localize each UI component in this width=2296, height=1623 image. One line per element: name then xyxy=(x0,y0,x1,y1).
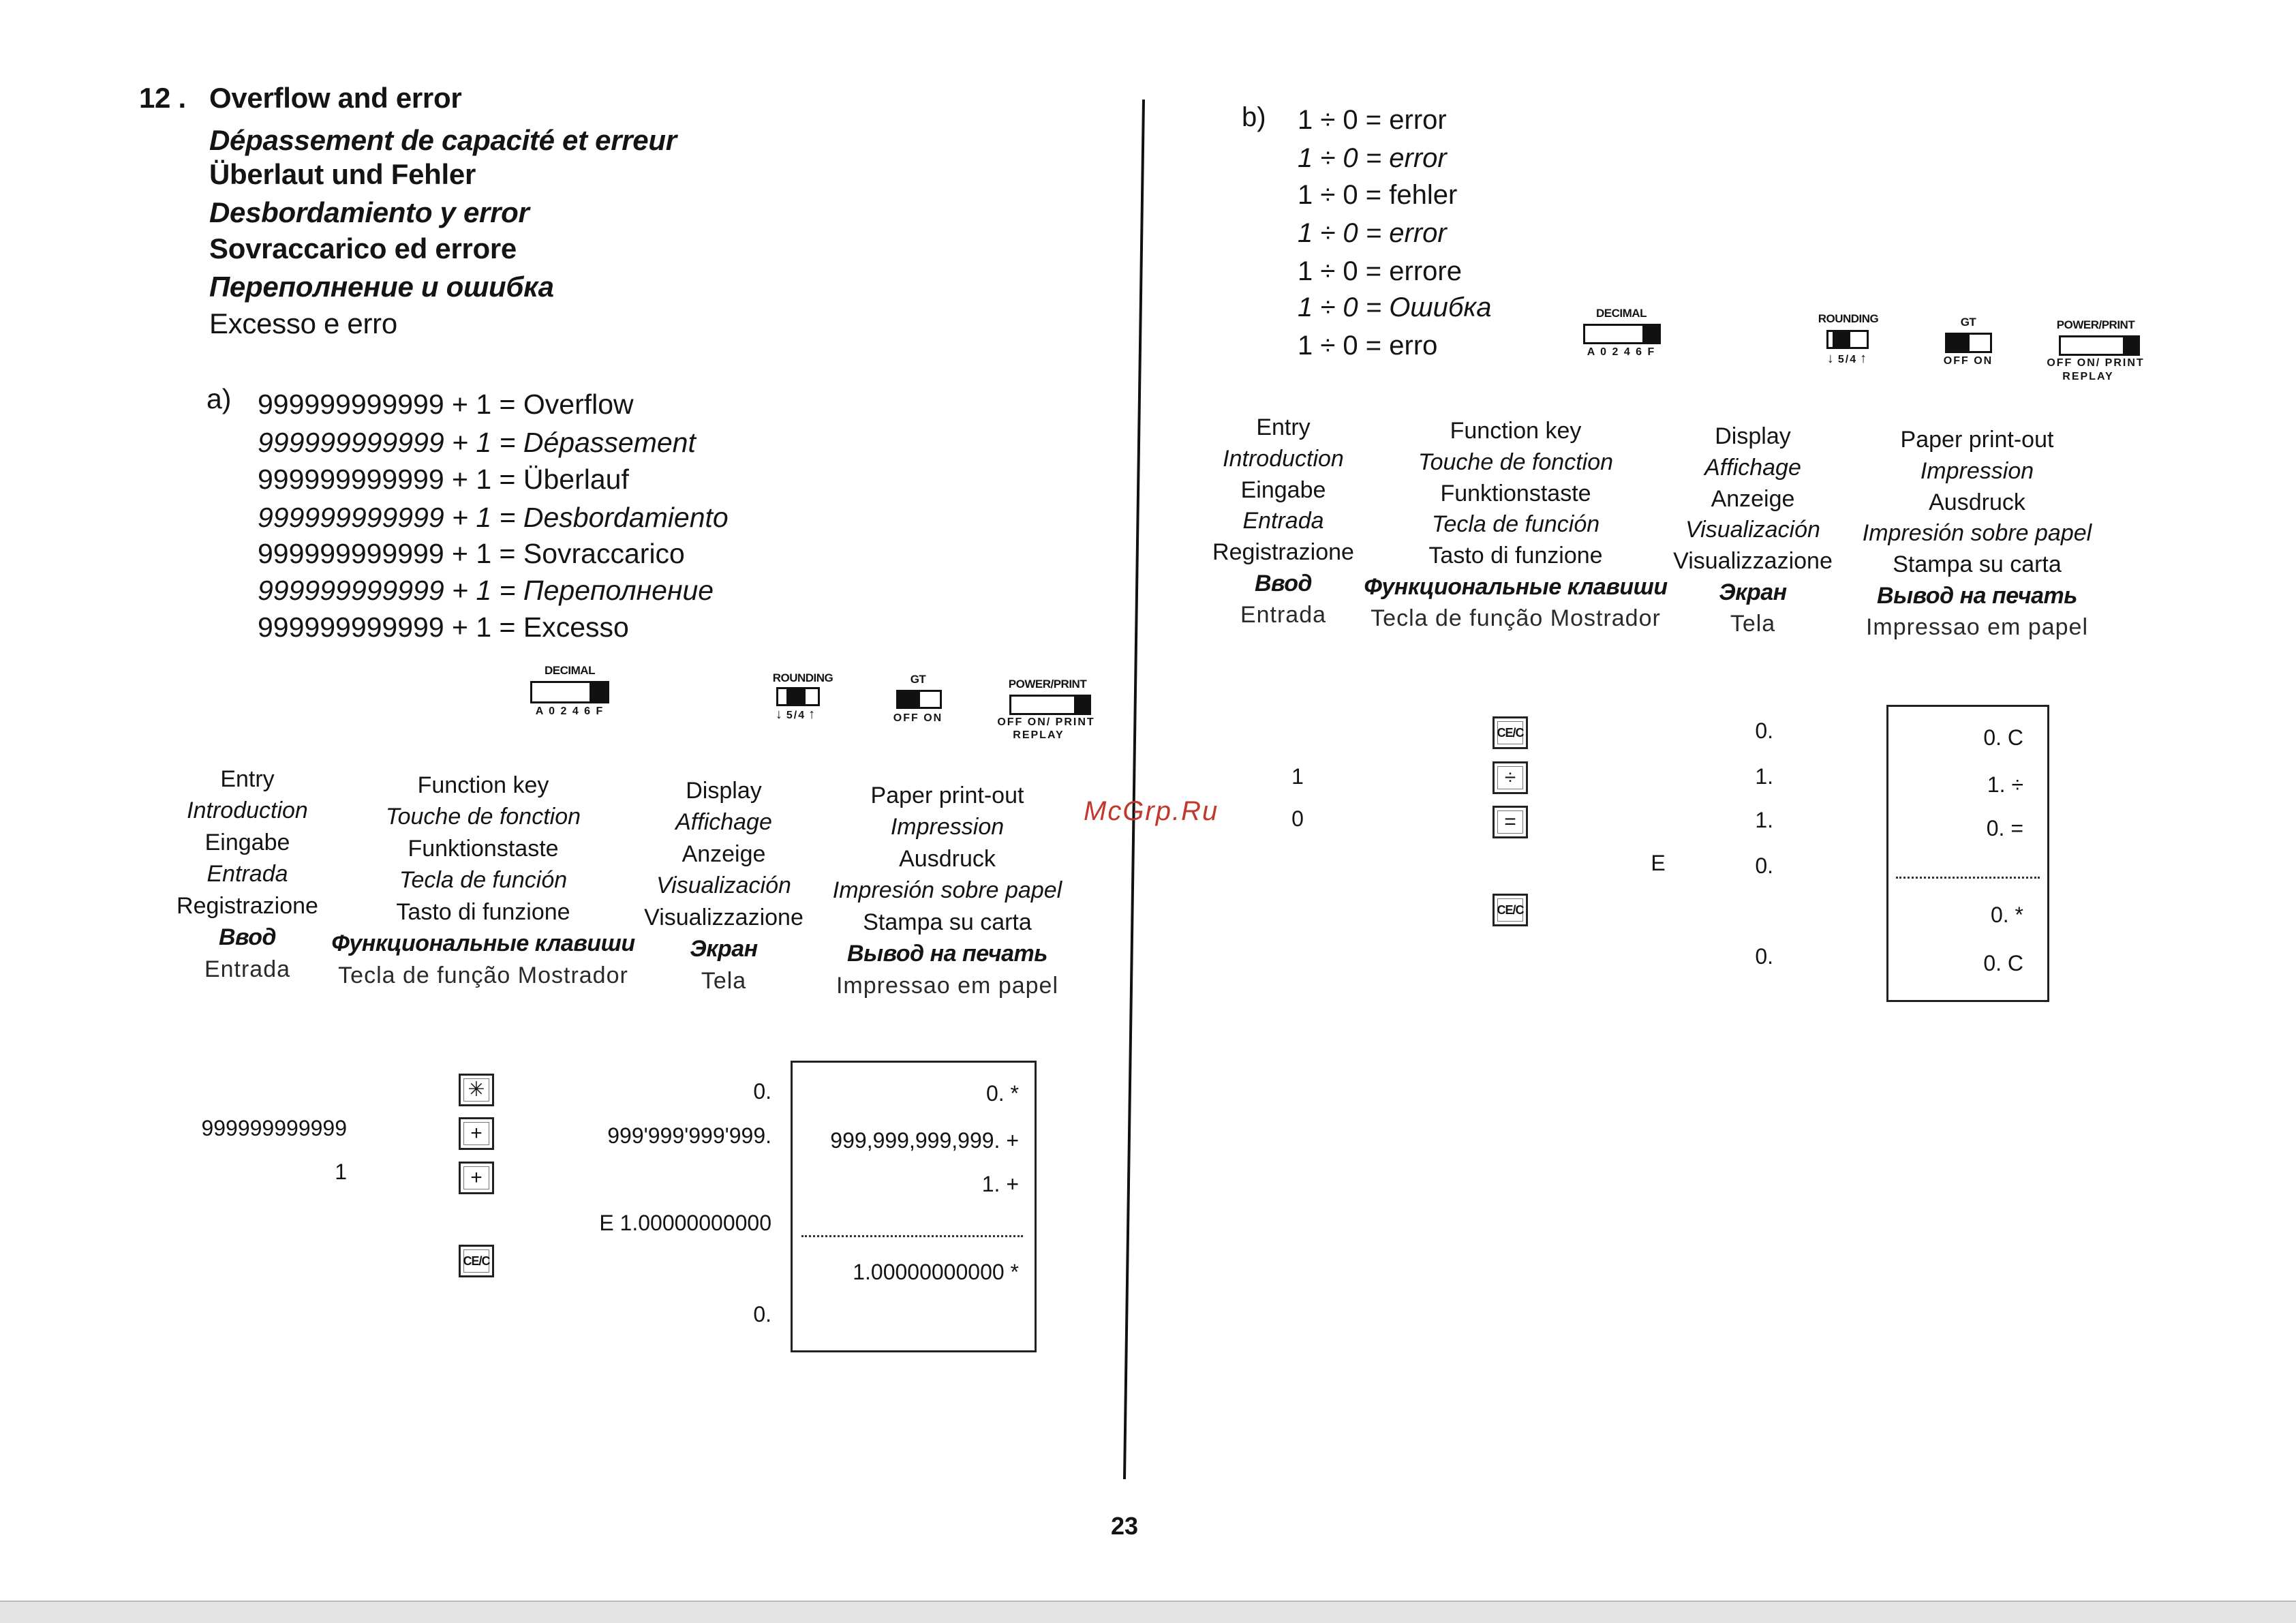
decimal-switch-knob xyxy=(590,683,607,701)
example-a-line-es: 999999999999 + 1 = Desbordamiento xyxy=(258,502,729,533)
gt-switch-scale: OFF ON xyxy=(893,712,943,724)
entry-value: 1 xyxy=(335,1159,347,1184)
col-entry-es: Entrada xyxy=(206,861,288,887)
col-paper-de: Ausdruck xyxy=(899,846,996,872)
tape-line: 1.00000000000 * xyxy=(853,1260,1019,1284)
col-display-es: Visualización xyxy=(1685,517,1820,543)
col-function-ru: Функциональные клавиши xyxy=(331,930,635,956)
rounding-switch-knob xyxy=(786,689,806,704)
power-print-switch-label: POWER/PRINT xyxy=(1008,678,1087,691)
power-print-switch-knob xyxy=(1074,697,1089,713)
col-function-en: Function key xyxy=(1450,418,1582,444)
example-b-line-it: 1 ÷ 0 = errore xyxy=(1298,256,1462,286)
col-function-fr: Touche de fonction xyxy=(385,804,581,830)
display-value: 0. xyxy=(1755,944,1773,969)
plus-key: + xyxy=(459,1162,494,1194)
col-function-de: Funktionstaste xyxy=(408,836,559,862)
section-title-fr: Dépassement de capacité et erreur xyxy=(209,124,677,156)
col-function-es: Tecla de función xyxy=(1431,511,1600,537)
decimal-switch-knob xyxy=(1642,326,1659,342)
col-paper-ru: Вывод на печать xyxy=(1877,583,2077,609)
example-b-line-de: 1 ÷ 0 = fehler xyxy=(1298,180,1458,210)
col-paper-fr: Impression xyxy=(1920,458,2034,484)
col-function-fr: Touche de fonction xyxy=(1418,449,1614,475)
col-entry-it: Registrazione xyxy=(177,893,318,919)
col-paper-de: Ausdruck xyxy=(1929,489,2025,515)
example-a-line-ru: 999999999999 + 1 = Переполнение xyxy=(258,575,714,606)
col-paper-it: Stampa su carta xyxy=(1893,551,2062,577)
decimal-switch-scale: A 0 2 4 6 F xyxy=(1587,346,1656,358)
example-b-label: b) xyxy=(1242,102,1266,132)
gt-switch-knob xyxy=(1947,335,1970,351)
rounding-switch xyxy=(1826,330,1869,349)
power-print-switch xyxy=(1009,695,1091,715)
col-entry-fr: Introduction xyxy=(187,798,308,823)
col-display-en: Display xyxy=(1715,423,1791,449)
entry-value: 0 xyxy=(1291,806,1304,831)
col-entry-de: Eingabe xyxy=(1240,477,1326,503)
power-print-switch-replay: REPLAY xyxy=(1013,729,1065,741)
example-a-line-fr: 999999999999 + 1 = Dépassement xyxy=(258,427,696,458)
power-print-switch-replay: REPLAY xyxy=(2062,371,2114,382)
col-display-pt: Tela xyxy=(1730,611,1776,637)
decimal-switch-scale: A 0 2 4 6 F xyxy=(535,706,604,717)
col-paper-it: Stampa su carta xyxy=(863,909,1032,935)
display-value: 1. xyxy=(1755,808,1773,832)
plus-key: + xyxy=(459,1117,494,1150)
gt-switch-knob xyxy=(898,692,920,707)
col-function-ru: Функциональные клавиши xyxy=(1364,574,1668,600)
col-display-fr: Affichage xyxy=(1704,455,1801,481)
section-title-de: Überlaut und Fehler xyxy=(209,158,476,190)
col-paper-fr: Impression xyxy=(890,814,1005,840)
power-print-switch xyxy=(2059,335,2140,356)
section-title-es: Desbordamiento y error xyxy=(209,196,530,228)
col-paper-es: Impresión sobre papel xyxy=(832,877,1062,903)
col-paper-pt: Impressao em papel xyxy=(836,973,1059,999)
tape-line: 0. * xyxy=(1990,902,2023,927)
display-value: 1. xyxy=(1755,764,1773,789)
col-paper-pt: Impressao em papel xyxy=(1865,614,2089,640)
tape-line: 999,999,999,999. + xyxy=(830,1128,1019,1153)
display-value: 0. xyxy=(1755,853,1773,878)
example-a-label: a) xyxy=(206,383,232,414)
col-display-ru: Экран xyxy=(1719,579,1787,605)
decimal-switch-label: DECIMAL xyxy=(1596,307,1647,320)
clear-entry-key: CE/C xyxy=(459,1245,494,1277)
section-title-it: Sovraccarico ed errore xyxy=(209,232,517,264)
col-entry-ru: Ввод xyxy=(1254,571,1313,596)
col-function-de: Funktionstaste xyxy=(1440,481,1591,506)
gt-switch-label: GT xyxy=(1960,316,1976,329)
col-entry-en: Entry xyxy=(220,766,275,792)
power-print-switch-scale: OFF ON/ PRINT xyxy=(997,716,1095,728)
section-title-pt: Excesso e erro xyxy=(209,307,397,339)
example-a-line-it: 999999999999 + 1 = Sovraccarico xyxy=(258,538,685,569)
rounding-switch-label: ROUNDING xyxy=(772,671,833,684)
rounding-switch-knob xyxy=(1833,332,1850,347)
example-a-line-en: 999999999999 + 1 = Overflow xyxy=(258,389,634,420)
gt-switch-scale: OFF ON xyxy=(1943,355,1993,367)
display-value: 0. xyxy=(753,1079,771,1104)
arrow-up-icon xyxy=(806,710,816,721)
rounding-switch xyxy=(776,687,820,706)
col-function-es: Tecla de función xyxy=(399,867,568,893)
section-number: 12 . xyxy=(139,82,186,114)
example-b-line-ru: 1 ÷ 0 = Ошибка xyxy=(1298,292,1492,322)
col-display-fr: Affichage xyxy=(675,809,772,835)
clear-entry-key: CE/C xyxy=(1493,716,1528,749)
tape-separator xyxy=(801,1235,1023,1237)
rounding-scale-label: 5/4 xyxy=(786,710,806,721)
section-title-en: Overflow and error xyxy=(209,82,462,114)
col-function-pt: Tecla de função Mostrador xyxy=(1371,605,1661,631)
example-b-line-en: 1 ÷ 0 = error xyxy=(1298,105,1447,135)
col-display-de: Anzeige xyxy=(1711,486,1795,512)
tape-line: 0. C xyxy=(1983,951,2023,975)
col-entry-es: Entrada xyxy=(1242,508,1324,534)
display-value: 999'999'999'999. xyxy=(607,1123,771,1148)
section-title-ru: Переполнение и ошибка xyxy=(209,271,554,303)
col-paper-en: Paper print-out xyxy=(870,783,1024,808)
paper-tape xyxy=(1886,705,2049,1002)
rounding-switch-scale xyxy=(1827,352,1868,365)
col-function-en: Function key xyxy=(417,772,549,798)
col-entry-ru: Ввод xyxy=(218,924,277,950)
gt-switch xyxy=(896,690,942,709)
col-display-ru: Экран xyxy=(690,936,758,962)
display-value: 0. xyxy=(753,1302,771,1326)
col-function-it: Tasto di funzione xyxy=(396,899,570,925)
arrow-down-icon xyxy=(1827,354,1838,365)
power-print-switch-label: POWER/PRINT xyxy=(2056,318,2135,331)
col-display-de: Anzeige xyxy=(682,841,766,867)
tape-line: 0. * xyxy=(985,1081,1019,1106)
col-entry-fr: Introduction xyxy=(1223,446,1344,472)
display-value: 0. xyxy=(1755,718,1773,743)
error-flag: E xyxy=(1651,851,1666,875)
col-paper-en: Paper print-out xyxy=(1900,427,2054,453)
decimal-switch xyxy=(1583,324,1661,344)
col-display-it: Visualizzazione xyxy=(1673,548,1833,574)
rounding-switch-scale xyxy=(776,708,816,721)
divide-key: ÷ xyxy=(1493,761,1528,794)
example-a-line-pt: 999999999999 + 1 = Excesso xyxy=(258,611,629,643)
col-entry-pt: Entrada xyxy=(1240,602,1327,628)
display-value-error: E 1.00000000000 xyxy=(599,1211,771,1235)
col-display-pt: Tela xyxy=(701,968,747,994)
paper-tape xyxy=(791,1061,1037,1352)
col-display-en: Display xyxy=(686,778,762,804)
watermark: McGrp.Ru xyxy=(1084,796,1219,826)
entry-value: 1 xyxy=(1291,764,1304,789)
star-key: ✳ xyxy=(459,1074,494,1106)
tape-line: 0. C xyxy=(1983,725,2023,750)
gt-switch-label: GT xyxy=(910,673,926,686)
decimal-switch-label: DECIMAL xyxy=(545,664,595,677)
col-function-it: Tasto di funzione xyxy=(1428,543,1603,568)
col-entry-it: Registrazione xyxy=(1212,539,1354,565)
example-a-line-de: 999999999999 + 1 = Überlauf xyxy=(258,464,629,495)
example-b-line-pt: 1 ÷ 0 = erro xyxy=(1298,331,1438,361)
scan-edge xyxy=(0,1601,2296,1623)
col-entry-pt: Entrada xyxy=(204,956,291,982)
col-paper-es: Impresión sobre papel xyxy=(1862,520,2092,546)
col-entry-de: Eingabe xyxy=(204,830,290,855)
col-function-pt: Tecla de função Mostrador xyxy=(338,962,628,988)
page-number: 23 xyxy=(1110,1512,1139,1540)
tape-separator xyxy=(1896,877,2040,879)
tape-line: 0. = xyxy=(1986,816,2023,840)
col-entry-en: Entry xyxy=(1256,414,1311,440)
col-display-es: Visualización xyxy=(656,873,791,898)
power-print-switch-scale: OFF ON/ PRINT xyxy=(2047,357,2145,369)
rounding-scale-label: 5/4 xyxy=(1837,354,1858,365)
rounding-switch-label: ROUNDING xyxy=(1818,312,1879,325)
col-display-it: Visualizzazione xyxy=(644,905,803,930)
entry-value: 999999999999 xyxy=(201,1116,347,1140)
tape-line: 1. + xyxy=(981,1172,1019,1196)
tape-line: 1. ÷ xyxy=(1987,772,2023,797)
gt-switch xyxy=(1945,333,1992,353)
arrow-up-icon xyxy=(1857,354,1868,365)
example-b-line-fr: 1 ÷ 0 = error xyxy=(1298,143,1447,173)
col-paper-ru: Вывод на печать xyxy=(847,941,1047,967)
power-print-switch-knob xyxy=(2123,337,2138,354)
equals-key: = xyxy=(1493,806,1528,838)
decimal-switch xyxy=(530,681,609,703)
column-divider xyxy=(1118,95,1152,1486)
example-b-line-es: 1 ÷ 0 = error xyxy=(1298,218,1447,248)
arrow-down-icon xyxy=(776,710,786,721)
clear-entry-key: CE/C xyxy=(1493,894,1528,926)
